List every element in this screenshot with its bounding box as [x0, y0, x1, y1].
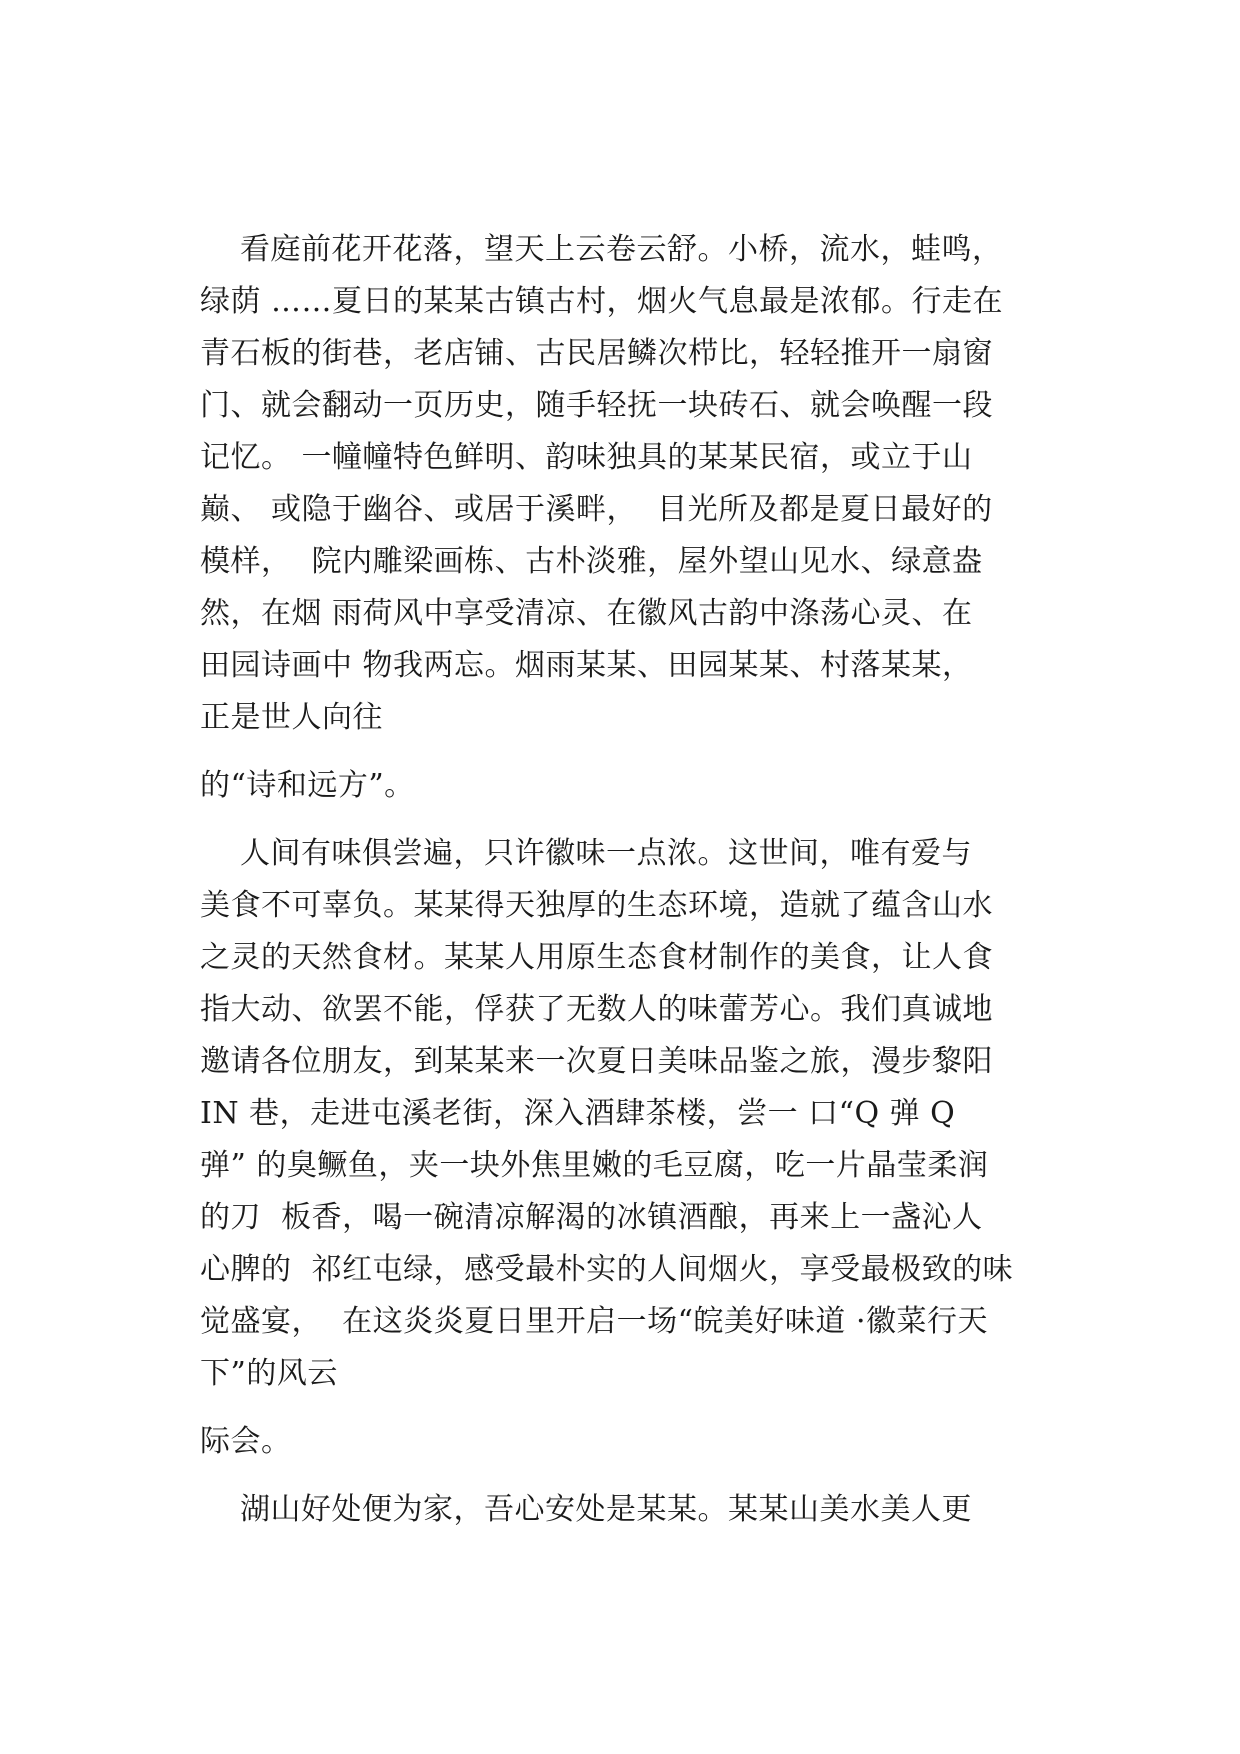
paragraph-2-line-2: 美食不可辜负。某某得天独厚的生态环境，造就了蕴含山水 [200, 888, 993, 923]
paragraph-2-line-10: 觉盛宴， 在这炎炎夏日里开启一场“皖美好味道 ·徽菜行天 [200, 1304, 988, 1339]
paragraph-2-line-4: 指大动、欲罢不能，俘获了无数人的味蕾芳心。我们真诚地 [200, 992, 993, 1027]
paragraph-1-line-1: 看庭前花开花落，望天上云卷云舒。小桥，流水，蛙鸣， [240, 232, 1003, 267]
paragraph-2-line-1: 人间有味俱尝遍，只许徽味一点浓。这世间，唯有爱与 [240, 836, 972, 871]
paragraph-2-line-3: 之灵的天然食材。某某人用原生态食材制作的美食，让人食 [200, 940, 993, 975]
paragraph-1-line-5: 记忆。 一幢幢特色鲜明、韵味独具的某某民宿，或立于山 [200, 440, 973, 475]
paragraph-2-line-11: 下”的风云 [200, 1356, 338, 1391]
paragraph-1-line-8: 然，在烟 雨荷风中享受清凉、在徽风古韵中涤荡心灵、在 [200, 596, 973, 631]
paragraph-2-line-8: 的刀 板香，喝一碗清凉解渴的冰镇酒酿，再来上一盏沁人 [200, 1200, 983, 1235]
paragraph-2-line-12: 际会。 [200, 1424, 292, 1459]
paragraph-1-line-6: 巅、 或隐于幽谷、或居于溪畔， 目光所及都是夏日最好的 [200, 492, 993, 527]
paragraph-1-line-11: 的“诗和远方”。 [200, 768, 415, 803]
paragraph-1-line-4: 门、就会翻动一页历史，随手轻抚一块砖石、就会唤醒一段 [200, 388, 993, 423]
paragraph-1-line-10: 正是世人向往 [200, 700, 383, 735]
paragraph-1-line-9: 田园诗画中 物我两忘。烟雨某某、田园某某、村落某某， [200, 648, 973, 683]
paragraph-1-line-7: 模样， 院内雕梁画栋、古朴淡雅，屋外望山见水、绿意盎 [200, 544, 983, 579]
paragraph-2-line-5: 邀请各位朋友，到某某来一次夏日美味品鉴之旅，漫步黎阳 [200, 1044, 993, 1079]
paragraph-3-line-1: 湖山好处便为家，吾心安处是某某。某某山美水美人更 [240, 1492, 972, 1527]
paragraph-2-line-6: IN 巷，走进屯溪老街，深入酒肆茶楼，尝一 口“Q 弹 Q [200, 1096, 956, 1131]
paragraph-2-line-7: 弹” 的臭鳜鱼，夹一块外焦里嫩的毛豆腐，吃一片晶莹柔润 [200, 1148, 989, 1183]
paragraph-1-line-3: 青石板的街巷，老店铺、古民居鳞次栉比，轻轻推开一扇窗 [200, 336, 993, 371]
paragraph-2-line-9: 心脾的 祁红屯绿，感受最朴实的人间烟火，享受最极致的味 [200, 1252, 1014, 1287]
paragraph-1-line-2: 绿荫 ……夏日的某某古镇古村，烟火气息最是浓郁。行走在 [200, 284, 1004, 319]
